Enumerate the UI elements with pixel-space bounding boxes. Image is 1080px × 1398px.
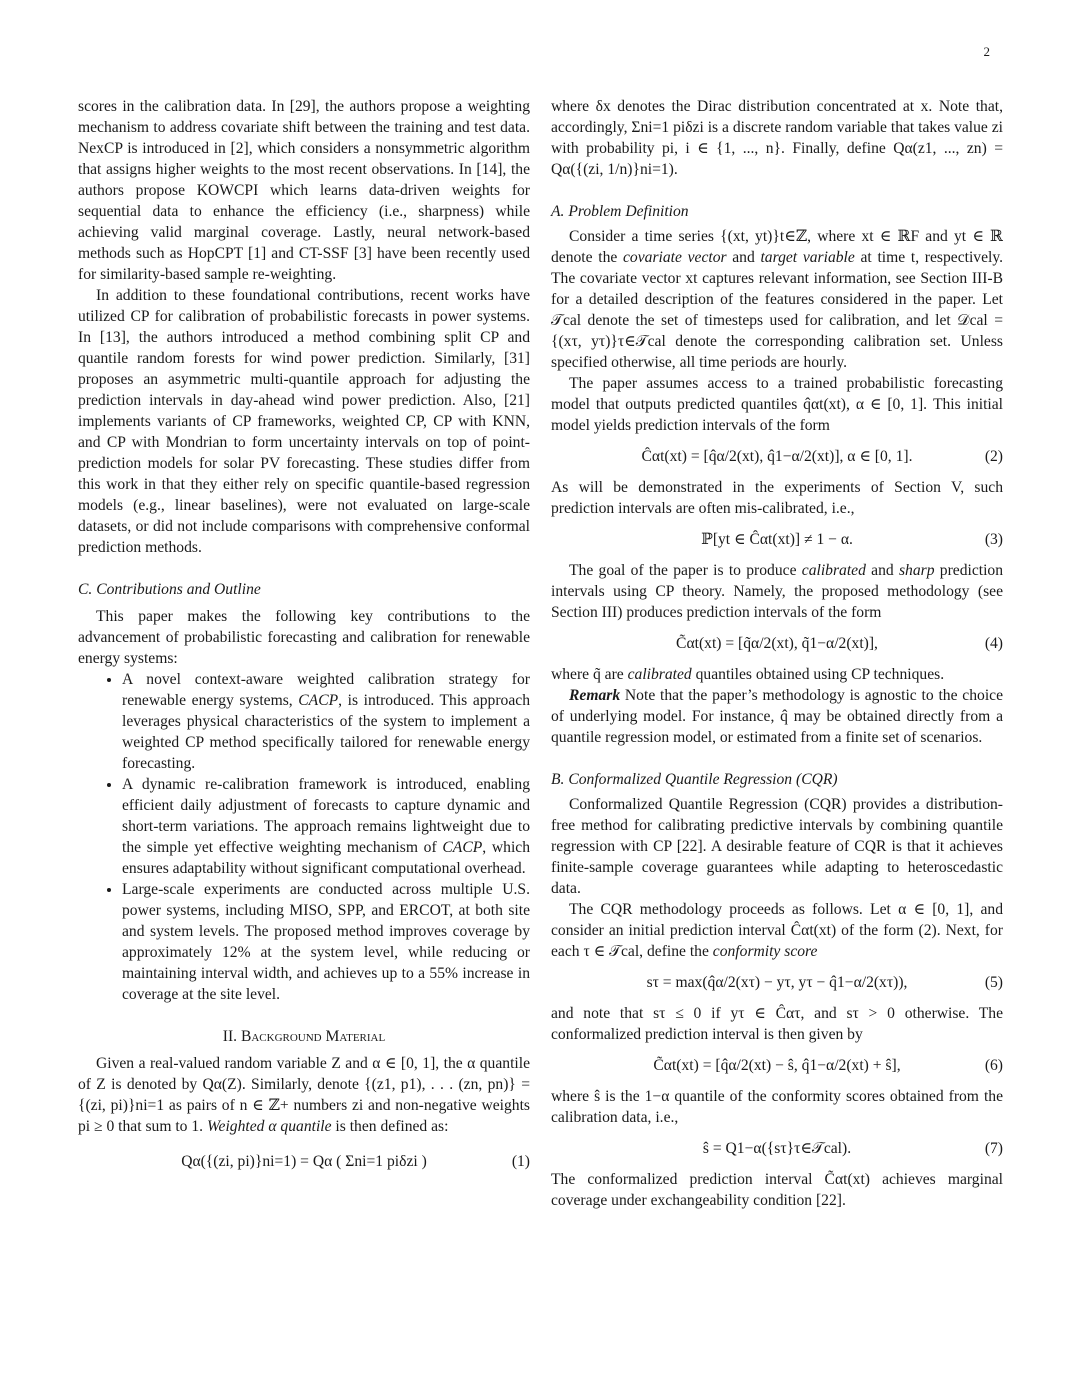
paragraph-remark	[551, 685, 1003, 748]
paragraph-problem-3: As will be demonstrated in the experiments of Section V, such prediction intervals are often mis-calibrated, i.e.,	[551, 479, 1003, 517]
problem-5-text: where q̃ are	[551, 666, 628, 683]
equation-3-number: (3)	[984, 531, 1003, 548]
equation-1-body: Qα({(zi, pi)}ni=1) = Qα ( Σni=1 piδzi )	[181, 1153, 427, 1170]
equation-6-body: C̃αt(xt) = [q̂α/2(xt) − ŝ, q̂1−α/2(xt) + ŝ],	[653, 1057, 901, 1074]
paragraph-cqr-4: where ŝ is the 1−α quantile of the conformity scores obtained from the calibration data, i.e.,	[551, 1088, 1003, 1126]
list-item	[122, 669, 530, 774]
equation-4	[551, 633, 1003, 654]
paragraph-background	[78, 1053, 530, 1137]
equation-7-number: (7)	[984, 1140, 1003, 1157]
paragraph-problem-5	[551, 664, 1003, 685]
paragraph-addition: In addition to these foundational contributions, recent works have utilized CP for calibration of probabilistic forecasts in power systems. In [13], the authors introduced a method combining split CP and quantile random forests for wind power prediction. Similarly, [31] proposes an asymmetric multi-quantile approach for adjusting the prediction intervals in day-ahead wind power prediction. Also, [21] implements variants of CP frameworks, weighted CP, CP with KNN, and CP with Mondrian to form uncertainty intervals on top of point-prediction models for solar PV forecasting. These studies differ from this work in that they either rely on specific quantile-based regression models (e.g., linear baselines), were not evaluated on large-scale datasets, or did not include comparisons with comprehensive conformal prediction methods.	[78, 287, 530, 556]
paragraph-cqr-2	[551, 899, 1003, 962]
list-item: • Large-scale experiments are conducted across multiple U.S. power systems, including MISO, SPP, and ERCOT, at both site and system levels. The proposed method improves coverage by approximately 12% at the system level, while reducing or maintaining interval width, and achieves up to a 55% increase in coverage at the site level.	[122, 879, 530, 1005]
bullet2-text-tail: , which ensures adaptability without significant computational overhead.	[122, 839, 530, 877]
left-column	[78, 96, 530, 1172]
equation-4-number: (4)	[984, 635, 1003, 652]
problem-1-and: and	[726, 249, 761, 266]
background-emph: Weighted α quantile	[206, 1118, 332, 1135]
paragraph-intro: scores in the calibration data. In [29], the authors propose a weighting mechanism to address covariate shift between the training and test data. NexCP is introduced in [2], which considers a nonsymmetric algorithm that assigns higher weights to the most recent observations. In [14], the authors propose KOWCPI which learns data-driven weights for sequential data to enhance the efficiency (i.e., sharpness) while achieving valid marginal coverage. Lastly, neural network-based methods such as HopCPT [1] and CT-SSF [3] have been recently used for similarity-based sample re-weighting.	[78, 98, 530, 283]
paragraph-cqr-3: and note that sτ ≤ 0 if yτ ∈ Ĉατ, and sτ > 0 otherwise. The conformalized prediction interval is then given by	[551, 1005, 1003, 1043]
bullet1-text-tail: , is introduced. This approach leverages physical characteristics of the system to implement a weighted CP method specifically tailored for renewable energy forecasting.	[122, 692, 530, 772]
paragraph-dirac: where δx denotes the Dirac distribution concentrated at x. Note that, accordingly, Σni=1 piδzi is a discrete random variable that takes value zi with probability pi, i ∈ {1, ..., n}. Finally, define Qα(z1, ..., zn) = Qα({(zi, 1/n)}ni=1).	[551, 98, 1004, 178]
problem-4-emph-sharp: sharp	[898, 562, 935, 579]
bullet1-text: A novel context-aware weighted calibration strategy for renewable energy systems,	[122, 671, 530, 709]
right-column	[551, 96, 1003, 1211]
problem-1-emph-covariate: covariate vector	[623, 249, 727, 266]
paragraph-cqr-5: The conformalized prediction interval C̃αt(xt) achieves marginal coverage under exchangeability condition [22].	[551, 1171, 1003, 1209]
contributions-list	[78, 669, 530, 1005]
equation-5-number: (5)	[984, 974, 1003, 991]
remark-text: Note that the paper’s methodology is agnostic to the choice of underlying model. For instance, q̂ may be obtained directly from a quantile regression model, or estimated from a finite set of scenarios.	[551, 687, 1003, 746]
background-text: Given a real-valued random variable Z and α ∈ [0, 1], the α quantile of Z is denoted by Qα(Z). Similarly, denote {(z1, p1), . . . (zn, pn)} = {(zi, pi)}ni=1 as pairs of n ∈ ℤ+ numbers zi and non-negative weights pi ≥ 0 that sum to 1.	[78, 1055, 530, 1135]
equation-6-number: (6)	[984, 1057, 1003, 1074]
paragraph-problem-1	[551, 226, 1003, 373]
problem-4-and: and	[865, 562, 899, 579]
paragraph-problem-4	[551, 560, 1003, 623]
problem-1-tail: at time t, respectively. The covariate vector xt captures relevant information, see Section III-B for a detailed description of the features considered in the paper. Let 𝒯cal denote the set of timesteps used for calibration, and let 𝒟cal = {(xτ, yτ)}τ∈𝒯cal denote the corresponding calibration set. Unless specified otherwise, all time periods are hourly.	[551, 249, 1004, 371]
problem-4-text: The goal of the paper is to produce	[569, 562, 802, 579]
section-a-title: A. Problem Definition	[551, 203, 689, 220]
equation-4-body: C̃αt(xt) = [q̃α/2(xt), q̃1−α/2(xt)],	[676, 635, 878, 652]
section-2-title: II. Background Material	[222, 1028, 386, 1045]
cqr-2-text: The CQR methodology proceeds as follows. Let α ∈ [0, 1], and consider an initial prediction interval Ĉαt(xt) of the form (2). Next, for each τ ∈ 𝒯cal, define the	[551, 901, 1003, 960]
bullet1-emph: CACP	[298, 692, 339, 709]
page-number: 2	[983, 44, 990, 59]
list-item	[122, 774, 530, 879]
bullet2-emph: CACP	[442, 839, 483, 856]
equation-5-body: sτ = max(q̂α/2(xτ) − yτ, yτ − q̂1−α/2(xτ)),	[646, 974, 908, 991]
problem-5-emph: calibrated	[627, 666, 692, 683]
equation-3-body: ℙ[yt ∈ Ĉαt(xt)] ≠ 1 − α.	[701, 531, 853, 548]
cqr-2-emph: conformity score	[712, 943, 818, 960]
problem-4-tail: prediction intervals using CP theory. Namely, the proposed methodology (see Section III) produces prediction intervals of the form	[551, 562, 1004, 621]
equation-7	[551, 1138, 1003, 1159]
equation-7-body: ŝ = Q1−α({sτ}τ∈𝒯cal).	[702, 1140, 852, 1157]
problem-1-emph-target: target variable	[760, 249, 855, 266]
bullet2-text: A dynamic re-calibration framework is introduced, enabling efficient daily adjustment of forecasts to capture dynamic and short-term variations. The approach remains lightweight due to the simple yet effective weighting mechanism of	[122, 776, 530, 856]
equation-2	[551, 446, 1003, 467]
section-b-title: B. Conformalized Quantile Regression (CQR)	[551, 771, 838, 788]
equation-3	[551, 529, 1003, 550]
equation-1-number: (1)	[511, 1153, 530, 1170]
paragraph-cqr-1: Conformalized Quantile Regression (CQR) provides a distribution-free method for calibrating predictive intervals by combining quantile regression with CP [22]. A desirable feature of CQR is that it achieves finite-sample coverage guarantees while adapting to heteroscedastic data.	[551, 796, 1003, 897]
remark-label: Remark	[569, 687, 621, 704]
equation-2-number: (2)	[984, 448, 1003, 465]
paragraph-contributions: This paper makes the following key contributions to the advancement of probabilistic forecasting and calibration for renewable energy systems:	[78, 608, 530, 667]
problem-5-tail: quantiles obtained using CP techniques.	[691, 666, 945, 683]
problem-1-text: Consider a time series {(xt, yt)}t∈ℤ, where xt ∈ ℝF and yt ∈ ℝ denote the	[551, 228, 1003, 266]
equation-2-body: Ĉαt(xt) = [q̂α/2(xt), q̂1−α/2(xt)], α ∈ [0, 1].	[641, 448, 913, 465]
paragraph-problem-2: The paper assumes access to a trained probabilistic forecasting model that outputs predicted quantiles q̂αt(xt), α ∈ [0, 1]. This initial model yields prediction intervals of the form	[551, 375, 1003, 434]
equation-6	[551, 1055, 1003, 1076]
problem-4-emph-calibrated: calibrated	[801, 562, 866, 579]
background-tail: is then defined as:	[331, 1118, 449, 1135]
equation-5	[551, 972, 1003, 993]
equation-1	[78, 1151, 530, 1172]
section-c-title: C. Contributions and Outline	[78, 581, 261, 598]
